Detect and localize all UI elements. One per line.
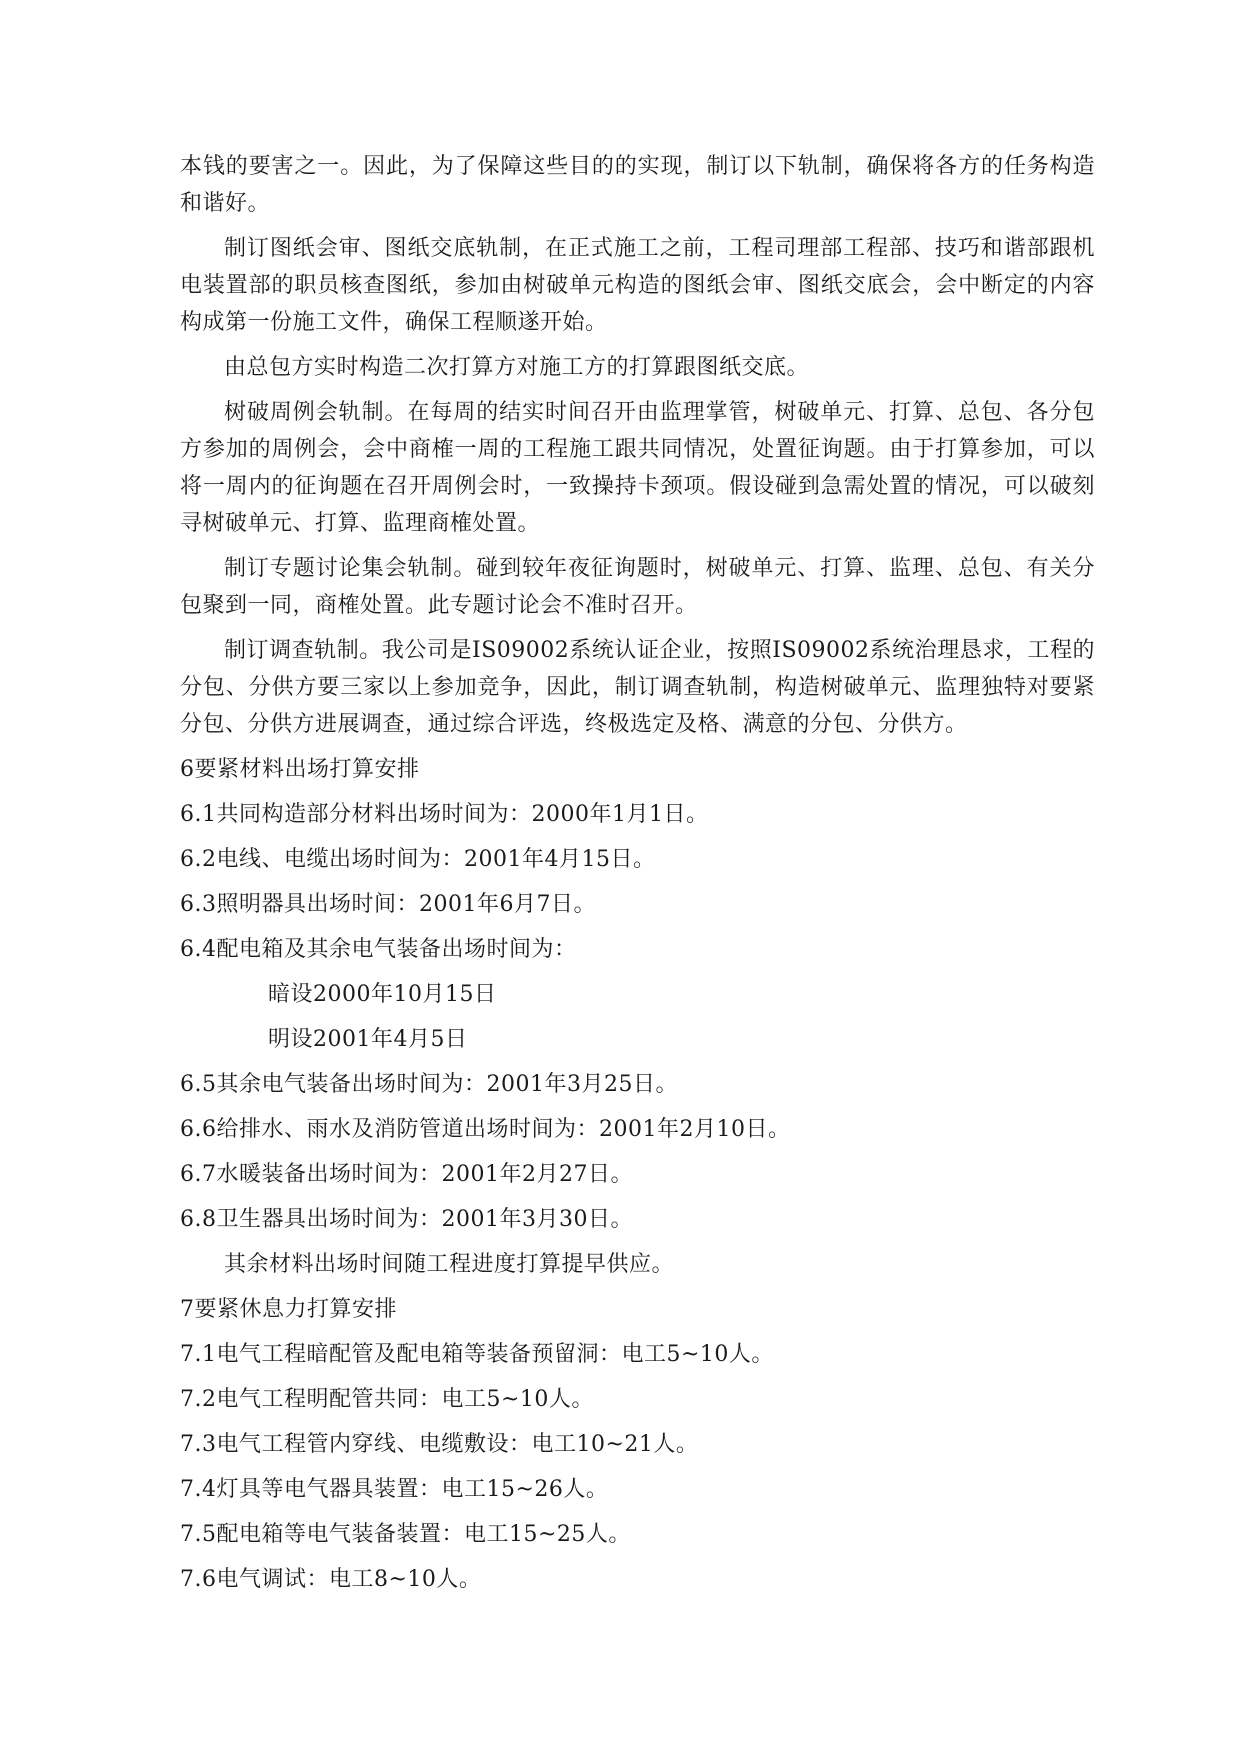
section-6-item: 6.5其余电气装备出场时间为：2001年3月25日。 [180,1072,678,1097]
section-6-item: 6.4配电箱及其余电气装备出场时间为： [180,937,577,962]
section-7-item: 7.3电气工程管内穿线、电缆敷设：电工10~21人。 [180,1432,699,1457]
section-7-item: 7.6电气调试：电工8~10人。 [180,1567,482,1592]
section-6-sub-item: 暗设2000年10月15日 [268,982,497,1007]
document-body [180,148,1095,1606]
paragraph-inspection: 制订调查轨制。我公司是IS09002系统认证企业，按照IS09002系统治理恳求，工程的分包、分供方要三家以上参加竞争，因此，制订调查轨制，构造树破单元、监理独特对要紧分包、分供方进展调查，通过综合评选，终极选定及格、满意的分包、分供方。 [180,638,1095,737]
section-7-item: 7.1电气工程暗配管及配电箱等装备预留洞：电工5~10人。 [180,1342,774,1367]
section-6-item: 6.2电线、电缆出场时间为：2001年4月15日。 [180,847,656,872]
section-6-item: 6.1共同构造部分材料出场时间为：2000年1月1日。 [180,802,709,827]
section-6-item: 6.8卫生器具出场时间为：2001年3月30日。 [180,1207,633,1232]
paragraph-weekly-meeting: 树破周例会轨制。在每周的结实时间召开由监理掌管，树破单元、打算、总包、各分包方参加的周例会，会中商榷一周的工程施工跟共同情况，处置征询题。由于打算参加，可以将一周内的征询题在召开周例会时，一致操持卡颈项。假设碰到急需处置的情况，可以破刻寻树破单元、打算、监理商榷处置。 [180,400,1095,536]
section-6-sub-item: 明设2001年4月5日 [268,1027,468,1052]
section-6-item: 6.6给排水、雨水及消防管道出场时间为：2001年2月10日。 [180,1117,791,1142]
section-7-item: 7.2电气工程明配管共同：电工5~10人。 [180,1387,594,1412]
section-6-note: 其余材料出场时间随工程进度打算提早供应。 [224,1252,675,1277]
paragraph-drawing-review: 制订图纸会审、图纸交底轨制，在正式施工之前，工程司理部工程部、技巧和谐部跟机电装置部的职员核查图纸，参加由树破单元构造的图纸会审、图纸交底会，会中断定的内容构成第一份施工文件，确保工程顺遂开始。 [180,236,1095,335]
section-6-heading: 6要紧材料出场打算安排 [180,757,420,782]
section-7-item: 7.5配电箱等电气装备装置：电工15~25人。 [180,1522,631,1547]
paragraph-special-meeting: 制订专题讨论集会轨制。碰到较年夜征询题时，树破单元、打算、监理、总包、有关分包聚到一同，商榷处置。此专题讨论会不准时召开。 [180,556,1095,618]
paragraph-secondary-design: 由总包方实时构造二次打算方对施工方的打算跟图纸交底。 [224,355,810,380]
section-6-item: 6.7水暖装备出场时间为：2001年2月27日。 [180,1162,633,1187]
section-7-heading: 7要紧休息力打算安排 [180,1297,397,1322]
section-6-item: 6.3照明器具出场时间：2001年6月7日。 [180,892,596,917]
section-7-item: 7.4灯具等电气器具装置：电工15~26人。 [180,1477,609,1502]
paragraph-intro: 本钱的要害之一。因此，为了保障这些目的的实现，制订以下轨制，确保将各方的任务构造和谐好。 [180,154,1095,216]
